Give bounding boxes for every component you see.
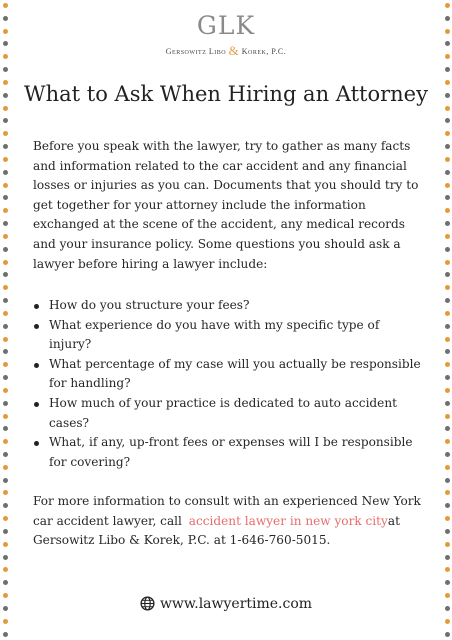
border-dot — [3, 106, 8, 111]
border-dot — [445, 144, 450, 149]
border-dot — [3, 260, 8, 265]
border-dot — [3, 542, 8, 547]
border-dot — [445, 401, 450, 406]
border-dot — [445, 67, 450, 72]
list-item: What experience do you have with my specific type of injury? — [33, 316, 425, 355]
page-title: What to Ask When Hiring an Attorney — [24, 82, 428, 106]
border-dot — [445, 388, 450, 393]
border-dot — [3, 118, 8, 123]
border-dot — [445, 542, 450, 547]
border-dot — [3, 67, 8, 72]
border-dot — [3, 144, 8, 149]
border-dot — [445, 632, 450, 637]
border-dot — [3, 516, 8, 521]
border-dot — [3, 221, 8, 226]
border-dot — [3, 632, 8, 637]
logo-name-part2: Korek, P.C. — [241, 47, 287, 56]
border-dot — [3, 183, 8, 188]
border-dot — [445, 324, 450, 329]
border-dot — [3, 401, 8, 406]
border-dot — [3, 170, 8, 175]
border-dot — [445, 516, 450, 521]
logo-firm-name — [0, 43, 452, 59]
border-dot — [445, 580, 450, 585]
border-dot — [445, 195, 450, 200]
border-dot — [445, 362, 450, 367]
border-dot — [445, 208, 450, 213]
border-dot — [445, 439, 450, 444]
border-dot — [445, 3, 450, 8]
border-dot — [445, 170, 450, 175]
logo-name-part1: Gersowitz Libo — [165, 47, 227, 56]
logo-ampersand: & — [228, 43, 240, 58]
border-dot — [3, 362, 8, 367]
questions-list — [33, 296, 425, 472]
border-dot — [3, 272, 8, 277]
border-dot — [445, 157, 450, 162]
border-dot — [3, 157, 8, 162]
intro-paragraph: Before you speak with the lawyer, try to gather as many facts and information related to the car accident and any financial losses or injuries as you can. Documents that you should try to get together for your attorney include the information exchanged at the scene of the accident, any medical records and your insurance policy. Some questions you should ask a lawyer before hiring a lawyer include: — [33, 139, 419, 271]
border-dot — [3, 465, 8, 470]
border-dot — [3, 349, 8, 354]
website-footer — [0, 596, 452, 615]
border-dot — [3, 426, 8, 431]
border-dot — [3, 208, 8, 213]
border-dot — [3, 452, 8, 457]
contact-paragraph — [33, 492, 425, 551]
border-dot — [445, 118, 450, 123]
border-dot — [445, 260, 450, 265]
border-dot — [445, 414, 450, 419]
border-dot — [445, 106, 450, 111]
border-dot — [3, 247, 8, 252]
list-item: What, if any, up-front fees or expenses will I be responsible for covering? — [33, 433, 425, 472]
list-item: How much of your practice is dedicated to auto accident cases? — [33, 394, 425, 433]
border-dot — [445, 465, 450, 470]
border-dot — [445, 490, 450, 495]
border-dot — [3, 567, 8, 572]
lawyer-link[interactable]: accident lawyer in new york city — [188, 513, 388, 528]
border-dot — [3, 324, 8, 329]
border-dot — [3, 311, 8, 316]
border-dot — [3, 234, 8, 239]
border-dot — [3, 337, 8, 342]
border-dot — [3, 580, 8, 585]
border-dot — [445, 298, 450, 303]
list-item: How do you structure your fees? — [33, 296, 425, 316]
border-dot — [445, 452, 450, 457]
border-dot — [3, 490, 8, 495]
border-dot — [445, 349, 450, 354]
website-url[interactable]: www.lawyertime.com — [159, 596, 313, 612]
border-dot — [445, 503, 450, 508]
border-dot — [3, 414, 8, 419]
border-dot — [445, 567, 450, 572]
contact-text-after: at Gersowitz Libo & Korek, P.C. at 1-646-760-5015. — [33, 513, 400, 548]
border-dot — [3, 3, 8, 8]
border-dot — [3, 375, 8, 380]
border-dot — [3, 388, 8, 393]
border-dot — [3, 131, 8, 136]
border-dot — [3, 298, 8, 303]
border-dot — [3, 555, 8, 560]
border-dot — [445, 311, 450, 316]
border-dot — [445, 619, 450, 624]
border-dot — [445, 131, 450, 136]
border-dot — [3, 619, 8, 624]
logo-mark: GLK — [196, 11, 256, 40]
border-dot — [3, 285, 8, 290]
border-dot — [445, 221, 450, 226]
border-dot — [3, 529, 8, 534]
globe-icon — [140, 596, 155, 615]
border-dot — [445, 529, 450, 534]
border-dot — [3, 195, 8, 200]
border-dot — [445, 426, 450, 431]
border-dot — [445, 247, 450, 252]
border-dot — [445, 478, 450, 483]
contact-text-before: For more information to consult with an experienced New York car accident lawyer, call — [33, 494, 421, 528]
firm-logo — [0, 12, 452, 59]
list-item: What percentage of my case will you actually be responsible for handling? — [33, 355, 425, 394]
border-dot — [445, 337, 450, 342]
border-dot — [445, 272, 450, 277]
border-dot — [3, 478, 8, 483]
border-dot — [3, 439, 8, 444]
border-dot — [445, 375, 450, 380]
border-dot — [445, 234, 450, 239]
border-dot — [445, 183, 450, 188]
border-dot — [3, 503, 8, 508]
border-dot — [445, 555, 450, 560]
border-dot — [445, 285, 450, 290]
